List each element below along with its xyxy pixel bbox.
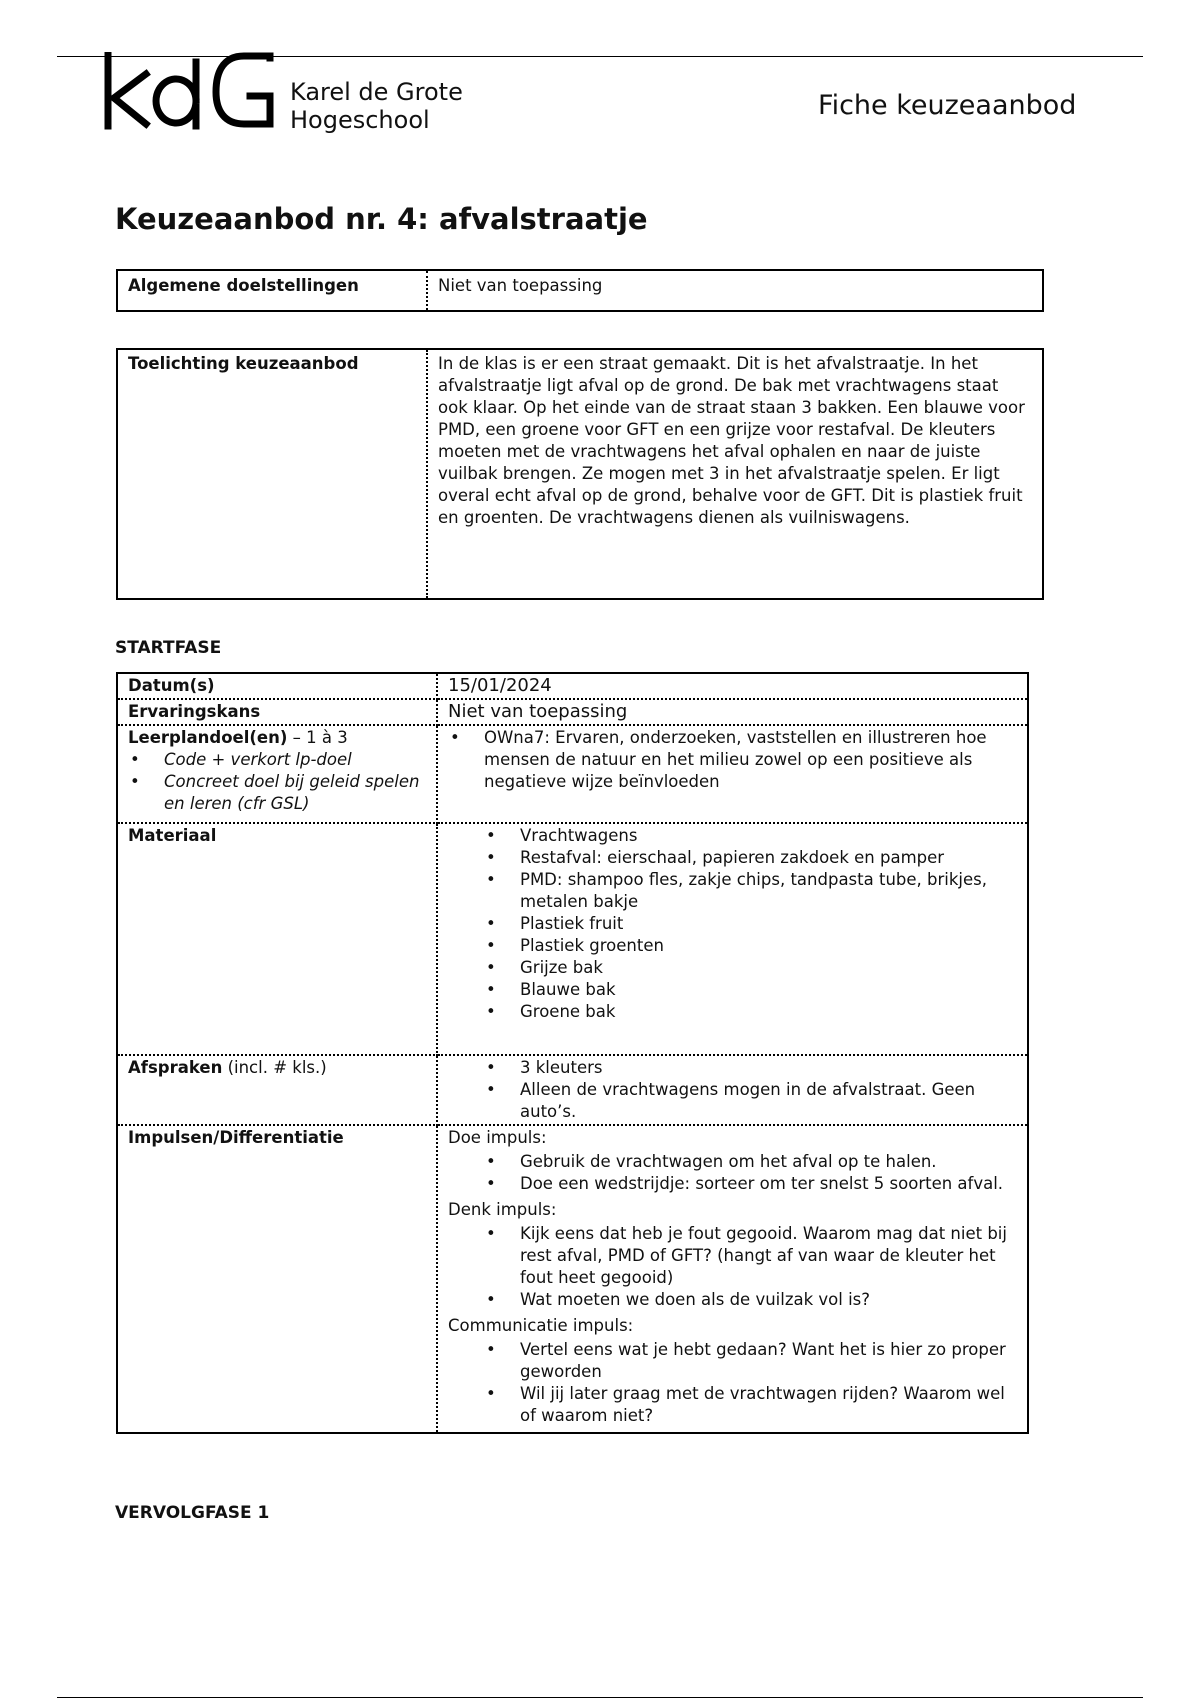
table-row	[117, 673, 1028, 699]
list-item: • Concreet doel bij geleid spelen en leren (cfr GSL)	[128, 771, 426, 815]
startfase-table	[116, 672, 1029, 1434]
footer-rule	[57, 1697, 1143, 1698]
list-item: • Wat moeten we doen als de vuilzak vol is?	[448, 1289, 1017, 1311]
goal-value-cell	[437, 725, 1028, 823]
logo-wordmark	[290, 78, 463, 134]
list-item: • PMD: shampoo fles, zakje chips, tandpasta tube, brikjes, metalen bakje	[448, 869, 1017, 913]
impulse-group-title: Doe impuls:	[448, 1128, 547, 1147]
list-item: • Wil jij later graag met de vrachtwagen rijden? Waarom wel of waarom niet?	[448, 1383, 1017, 1427]
impulse-group-title: Denk impuls:	[448, 1200, 557, 1219]
goal-label: Leerplandoel(en)	[128, 728, 288, 747]
explanation-table	[116, 348, 1044, 600]
list-item: • Plastiek fruit	[448, 913, 1017, 935]
list-item: • Vertel eens wat je hebt gedaan? Want het is hier zo proper geworden	[448, 1339, 1017, 1383]
agreements-value-cell	[437, 1055, 1028, 1125]
logo-line-2: Hogeschool	[290, 106, 430, 134]
list-item: • Restafval: eierschaal, papieren zakdoek en pamper	[448, 847, 1017, 869]
goal-list	[448, 727, 1017, 793]
agreements-list	[448, 1057, 1017, 1123]
goal-label-list	[128, 749, 426, 815]
list-item: • Plastiek groenten	[448, 935, 1017, 957]
impulse-list-doe	[448, 1151, 1017, 1195]
kdg-logo	[104, 52, 276, 130]
document-title: Keuzeaanbod nr. 4: afvalstraatje	[115, 202, 648, 236]
explanation-value: In de klas is er een straat gemaakt. Dit is het afvalstraatje. In het afvalstraatje ligt afval op de grond. De bak met vrachtwagens staat ook klaar. Op het einde van de straat staan 3 bakken. Een blauwe voor PMD, een groene voor GFT en een grijze voor restafval. De kleuters moeten met de vrachtwagens het afval ophalen en naar de juiste vuilbak brengen. Ze mogen met 3 in het afvalstraatje spelen. Er ligt overal echt afval op de grond, behalve voor de GFT. Dit is plastiek fruit en groenten. De vrachtwagens dienen als vuilniswagens.	[438, 354, 1025, 527]
date-label: Datum(s)	[117, 673, 437, 699]
date-value: 15/01/2024	[437, 673, 1028, 699]
startfase-heading: STARTFASE	[115, 638, 222, 658]
table-row	[117, 725, 1028, 823]
goal-label-suffix: – 1 à 3	[287, 728, 348, 747]
table-row	[117, 823, 1028, 1055]
list-item: • Code + verkort lp-doel	[128, 749, 426, 771]
table-row	[117, 1055, 1028, 1125]
impulse-group-title: Communicatie impuls:	[448, 1316, 634, 1335]
agreements-label-suffix: (incl. # kls.)	[222, 1058, 327, 1077]
material-value-cell	[437, 823, 1028, 1055]
general-objectives-label: Algemene doelstellingen	[117, 270, 427, 311]
material-list	[448, 825, 1017, 1023]
material-label: Materiaal	[117, 823, 437, 1055]
list-item: • Vrachtwagens	[448, 825, 1017, 847]
kdg-logo-mark-icon	[104, 52, 276, 130]
agreements-label-cell	[117, 1055, 437, 1125]
impulse-list-communicatie	[448, 1339, 1017, 1427]
experience-value: Niet van toepassing	[437, 699, 1028, 725]
general-objectives-table	[116, 269, 1044, 312]
vervolgfase-heading: VERVOLGFASE 1	[115, 1503, 270, 1523]
list-item: • Gebruik de vrachtwagen om het afval op te halen.	[448, 1151, 1017, 1173]
experience-label: Ervaringskans	[117, 699, 437, 725]
logo-line-1: Karel de Grote	[290, 78, 463, 106]
goal-label-cell	[117, 725, 437, 823]
list-item: • Kijk eens dat heb je fout gegooid. Waarom mag dat niet bij rest afval, PMD of GFT? (hangt af van waar de kleuter het fout heet gegooid)	[448, 1223, 1017, 1289]
list-item: • Doe een wedstrijdje: sorteer om ter snelst 5 soorten afval.	[448, 1173, 1017, 1195]
general-objectives-value: Niet van toepassing	[438, 276, 603, 295]
impulses-label: Impulsen/Differentiatie	[117, 1125, 437, 1433]
list-item: • Blauwe bak	[448, 979, 1017, 1001]
list-item: • OWna7: Ervaren, onderzoeken, vaststellen en illustreren hoe mensen de natuur en het milieu zowel op een positieve als negatieve wijze beïnvloeden	[448, 727, 1017, 793]
table-row	[117, 1125, 1028, 1433]
list-item: • 3 kleuters	[448, 1057, 1017, 1079]
impulses-value-cell	[437, 1125, 1028, 1433]
table-row	[117, 699, 1028, 725]
explanation-label: Toelichting keuzeaanbod	[117, 349, 427, 599]
impulse-list-denk	[448, 1223, 1017, 1311]
agreements-label: Afspraken	[128, 1058, 223, 1077]
header-title: Fiche keuzeaanbod	[818, 90, 1077, 121]
list-item: • Groene bak	[448, 1001, 1017, 1023]
list-item: • Grijze bak	[448, 957, 1017, 979]
list-item: • Alleen de vrachtwagens mogen in de afvalstraat. Geen auto’s.	[448, 1079, 1017, 1123]
